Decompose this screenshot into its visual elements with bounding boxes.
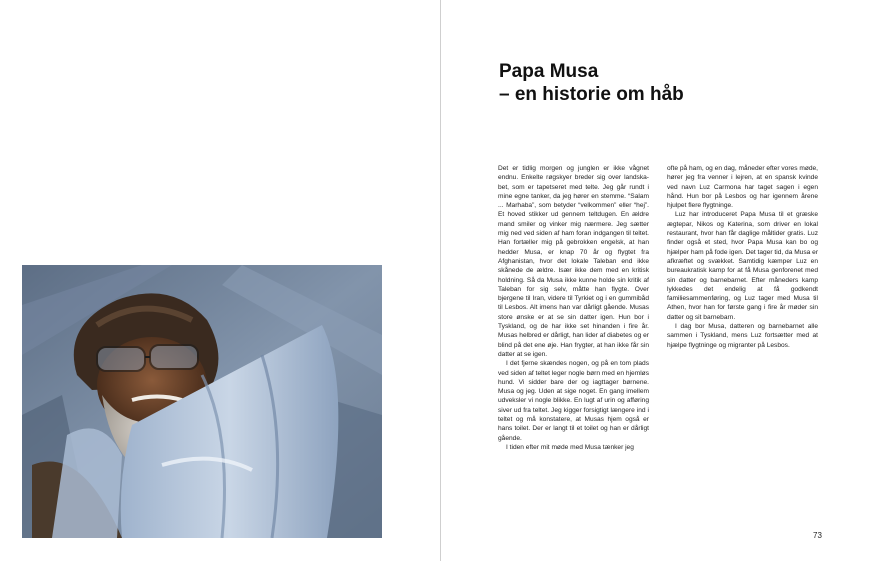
paragraph: I tiden efter mit møde med Musa tænker jeg bbox=[506, 443, 634, 451]
paragraph: Det er tidlig morgen og junglen er ikke vågnet endnu. Enkelte røgskyer breder sig over landskabet, som er tapetseret med telte. Jeg går rundt i mine egne tanker, da jeg hører en stemme. “Salam ... Marhaba”, som betyder “velkommen” eller “hej”. Et hoved stikker ud gennem teltdugen. En ældre mand smiler og vinker mig nærmere. Jeg sætter mig ned ved siden af ham foran indgangen til teltet. Han fortæller mig på gebrokken engelsk, at han hedder Musa, er knap 70 år og flygtet fra Afghanistan, hvor det lokale Taleban end ikke skånede de ældre. Især ikke dem med en kritisk holdning. Så da Musa ikke kunne holde sin kritik af Taleban for sig selv, måtte han flygte. Over bjergene til Iran, videre til Tyrkiet og i en gummibåd til Lesbos. Alt imens han var dårligt gående. Musas store ønske er at se sin datter igen. Hun bor i Tyskland, og de har ikke set hinanden i fire år. Musas helbred er dårligt, han lider af diabetes og er blind på det ene øje. Han frygter, at han ikke får sin datter at se igen. bbox=[498, 165, 649, 358]
title-line-1: Papa Musa bbox=[499, 61, 599, 82]
title-line-2: – en historie om håb bbox=[499, 84, 684, 105]
paragraph: Luz har introduceret Papa Musa til et græske ægtepar, Nikos og Katerina, som driver en lokal restaurant, hvor han får daglige måltider gratis. Luz finder også et sted, hvor Papa Musa kan bo og hjælper ham på fode igen. Det tager tid, da Musa er afkræftet og svækket. Samtidig kæmper Luz en bureaukratisk kamp for at få Musa genforenet med sin datter og barnebarnet. Efter måneders kamp lykkedes det endelig at få godkendt familiesammenføring, og Luz tager med Musa til Athen, hvor han for første gang i fire år møder sin datter og sit barnebarn. bbox=[667, 211, 819, 321]
paragraph: ofte på ham, og en dag, måneder efter vores møde, hører jeg fra venner i lejren, at en spansk kvinde ved navn Luz Carmona har taget sagen i egen hånd. Hun bor på Lesbos og har igennem årene hjulpet flere flygtninge. bbox=[667, 165, 819, 210]
paragraph: I dag bor Musa, datteren og barnebarnet alle sammen i Tyskland, mens Luz fortsætter med at hjælpe flygtninge og migranter på Lesbos. bbox=[667, 323, 818, 349]
right-page bbox=[441, 0, 880, 561]
page-number: 73 bbox=[813, 531, 822, 540]
photo-image bbox=[22, 265, 382, 538]
paragraph: I det fjerne skændes nogen, og på en tom plads ved siden af teltet leger nogle børn med en hjemløs hund. Vi sidder bare der og iagttager børnene. Musa og jeg. Uden at sige noget. En gang imellem udveksler vi nogle blikke. En lugt af urin og afføring siver ud fra teltet. Jeg kigger forsigtigt længere ind i teltet og må konstatere, at Musas hjem også er hans toilet. Der er langt til et toilet og han er dårligt gående. bbox=[498, 360, 649, 442]
text-column-2 bbox=[667, 164, 818, 350]
article-title bbox=[499, 60, 684, 106]
portrait-photo bbox=[22, 265, 382, 538]
text-column-1 bbox=[498, 164, 649, 452]
